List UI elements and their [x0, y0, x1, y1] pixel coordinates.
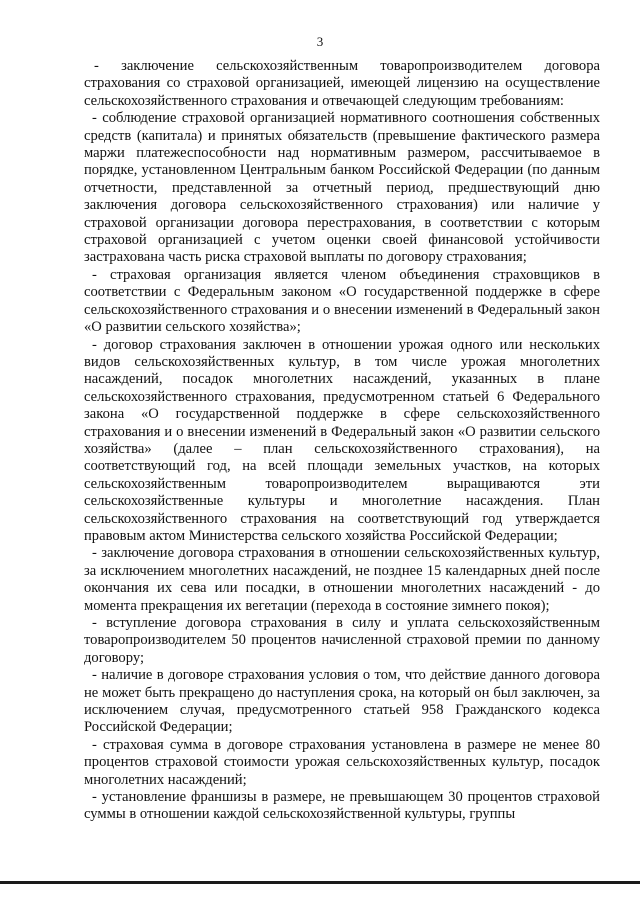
paragraph-insurance-contract: - заключение сельскохозяйственным товаропроизводителем договора страхования со страховой организацией, имеющей лицензию на осуществление сельскохозяйственного страхования и отвечающей следующим требованиям:	[84, 58, 600, 109]
paragraph-solvency-ratio: - соблюдение страховой организацией нормативного соотношения собственных средств (капитала) и принятых обязательств (превышение фактического размера маржи платежеспособности над нормативным размером, рассчитываемое в порядке, установленном Центральным банком Российской Федерации (по данным отчетности, представленной за отчетный период, предшествующий дню заключения договора сельскохозяйственного страхования) или наличие у страховой организации договора перестрахования, в соответствии с которым страховой организацией с учетом оценки своей финансовой устойчивости застрахована часть риска страховой выплаты по договору страхования;	[84, 110, 600, 266]
page-number: 3	[316, 34, 324, 49]
paragraph-crop-coverage: - договор страхования заключен в отношении урожая одного или нескольких видов сельскохозяйственных культур, в том числе урожая многолетних насаждений, посадок многолетних насаждений, указанных в плане сельскохозяйственного страхования, предусмотренном статьей 6 Федерального закона «О государственной поддержке в сфере сельскохозяйственного страхования и о внесении изменений в Федеральный закон «О развитии сельского хозяйства» (далее – план сельскохозяйственного страхования), на соответствующий год, на всей площади земельных участков, на которых сельскохозяйственным товаропроизводителем выращиваются эти сельскохозяйственные культуры и многолетние насаждения. План сельскохозяйственного страхования на соответствующий год утверждается правовым актом Министерства сельского хозяйства Российской Федерации;	[84, 336, 600, 544]
paragraph-deductible: - установление франшизы в размере, не превышающем 30 процентов страховой суммы в отношении каждой сельскохозяйственной культуры, группы	[84, 789, 600, 823]
paragraph-insured-sum: - страховая сумма в договоре страхования установлена в размере не менее 80 процентов страховой стоимости урожая сельскохозяйственных культур, посадок многолетних насаждений;	[84, 736, 600, 788]
bottom-border-line	[0, 881, 640, 884]
paragraph-premium-payment: - вступление договора страхования в силу и уплата сельскохозяйственным товаропроизводителем 50 процентов начисленной страховой премии по данному договору;	[84, 615, 600, 666]
document-body	[84, 58, 600, 824]
paragraph-insurers-association: - страховая организация является членом объединения страховщиков в соответствии с Федеральным законом «О государственной поддержке в сфере сельскохозяйственного страхования и о внесении изменений в Федеральный закон «О развитии сельского хозяйства»;	[84, 266, 600, 336]
paragraph-contract-deadline: - заключение договора страхования в отношении сельскохозяйственных культур, за исключением многолетних насаждений, не позднее 15 календарных дней после окончания их сева или посадки, в отношении многолетних насаждений - до момента прекращения их вегетации (перехода в состояние зимнего покоя);	[84, 545, 600, 614]
paragraph-termination-condition: - наличие в договоре страхования условия о том, что действие данного договора не может быть прекращено до наступления срока, на который он был заключен, за исключением случая, предусмотренного статьей 958 Гражданского кодекса Российской Федерации;	[84, 667, 600, 736]
